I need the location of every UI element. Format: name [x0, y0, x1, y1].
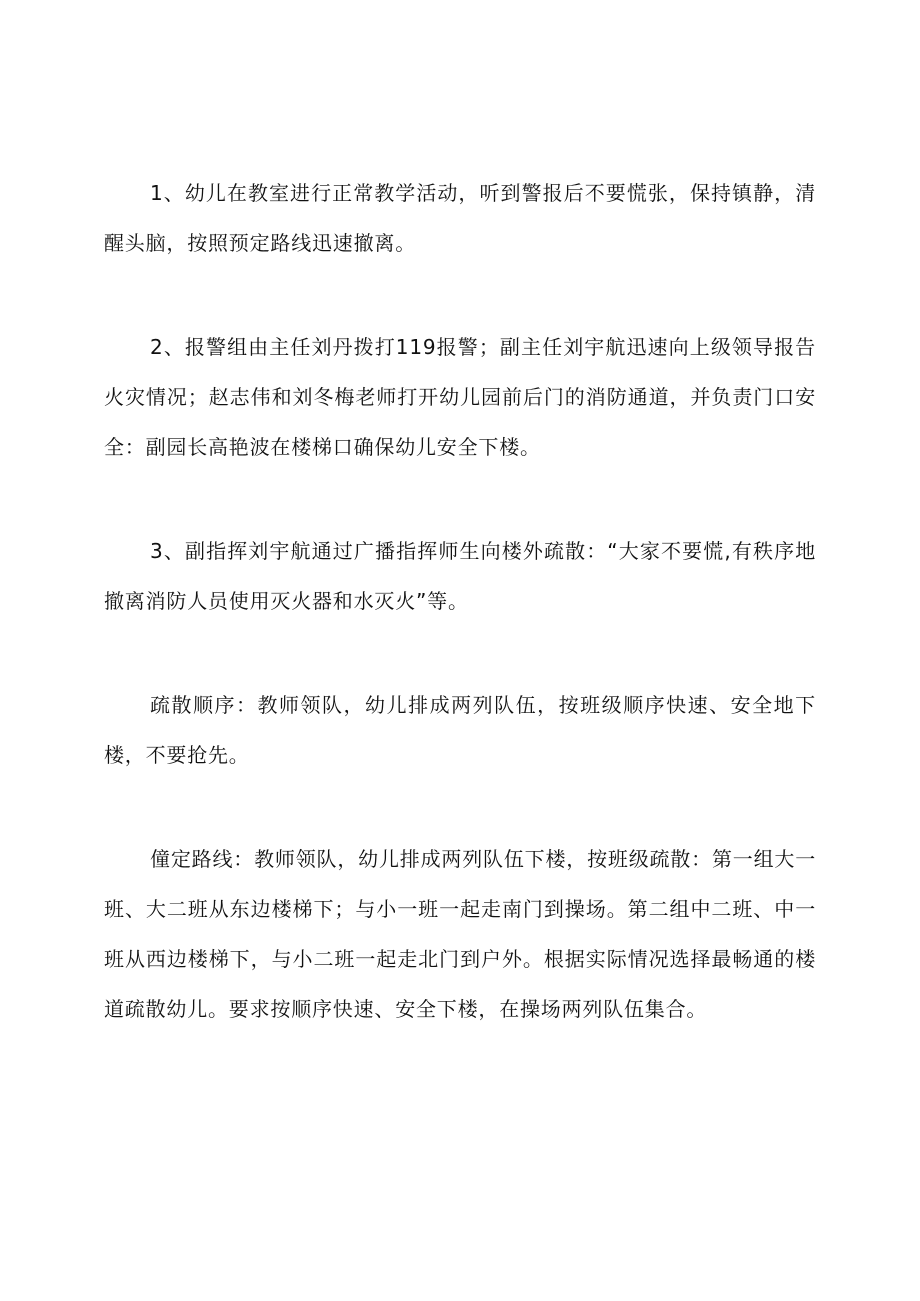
- paragraph-evacuation-route: 僮定路线：教师领队，幼儿排成两列队伍下楼，按班级疏散：第一组大一班、大二班从东边楼梯下；与小一班一起走南门到操场。第二组中二班、中一班从西边楼梯下，与小二班一起走北门到户外。根据实际情况选择最畅通的楼道疏散幼儿。要求按顺序快速、安全下楼，在操场两列队伍集合。: [104, 847, 816, 1021]
- paragraph-broadcast-command: 3、副指挥刘宇航通过广播指挥师生向楼外疏散：“大家不要慌,有秩序地撤离消防人员使用灭火器和水灭火”等。: [104, 539, 816, 613]
- document-body: [104, 168, 816, 1034]
- paragraph-alarm-response: 1、幼儿在教室进行正常教学活动，听到警报后不要慌张，保持镇静，清醒头脑，按照预定路线迅速撤离。: [104, 181, 816, 255]
- paragraph-alarm-group: 2、报警组由主任刘丹拨打119报警；副主任刘宇航迅速向上级领导报告火灾情况；赵志伟和刘冬梅老师打开幼儿园前后门的消防通道，并负责门口安全：副园长高艳波在楼梯口确保幼儿安全下楼。: [104, 335, 816, 459]
- paragraph-evacuation-order: 疏散顺序：教师领队，幼儿排成两列队伍，按班级顺序快速、安全地下楼，不要抢先。: [104, 693, 816, 767]
